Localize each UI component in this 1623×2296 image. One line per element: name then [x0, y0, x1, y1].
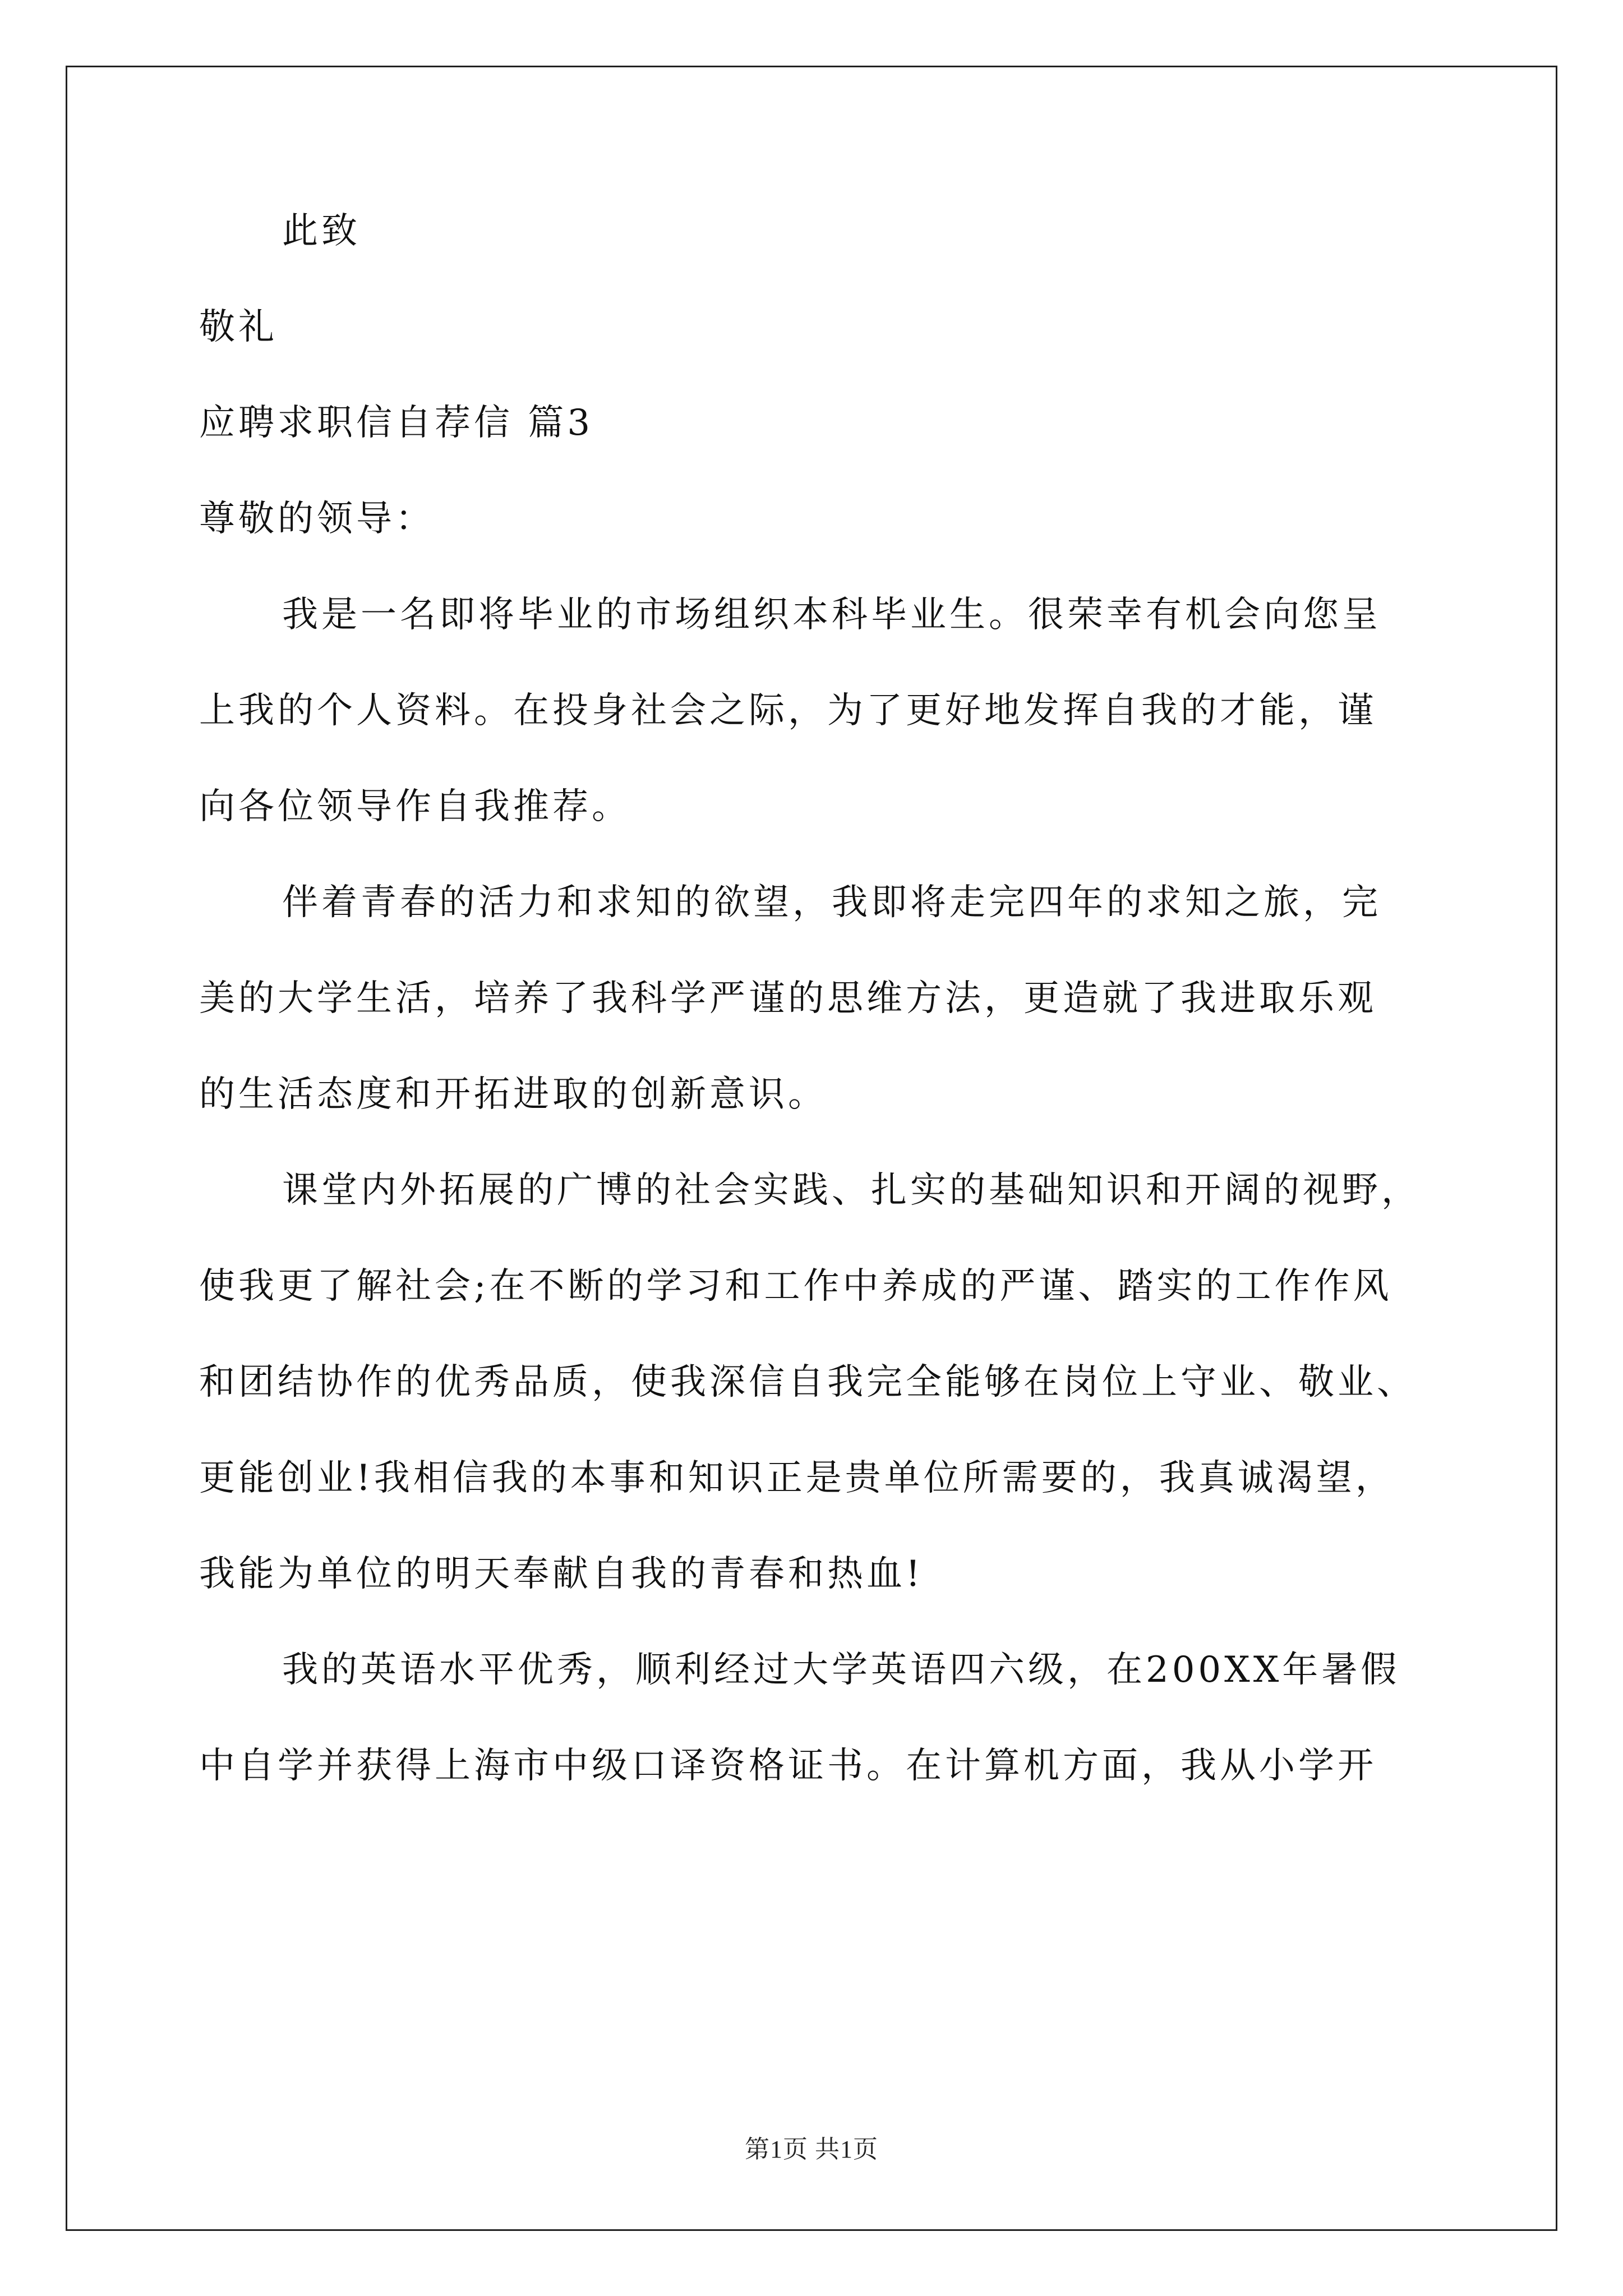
document-body [199, 210, 1472, 1844]
text-line: 敬礼 [199, 306, 278, 348]
page-number-footer: 第1页 共1页 [745, 2136, 878, 2163]
text-line: 中自学并获得上海市中级口译资格证书。在计算机方面，我从小学开 [199, 1745, 1377, 1787]
text-line: 向各位领导作自我推荐。 [199, 786, 631, 827]
text-line: 使我更了解社会;在不断的学习和工作中养成的严谨、踏实的工作作风 [199, 1266, 1393, 1307]
text-line: 我是一名即将毕业的市场组织本科毕业生。很荣幸有机会向您呈 [282, 594, 1381, 636]
text-line: 的生活态度和开拓进取的创新意识。 [199, 1074, 827, 1115]
text-line: 伴着青春的活力和求知的欲望，我即将走完四年的求知之旅，完 [282, 882, 1381, 923]
text-line: 更能创业!我相信我的本事和知识正是贵单位所需要的，我真诚渴望， [199, 1457, 1395, 1499]
text-line: 和团结协作的优秀品质，使我深信自我完全能够在岗位上守业、敬业、 [199, 1361, 1416, 1403]
text-line: 我的英语水平优秀，顺利经过大学英语四六级，在200XX年暑假 [282, 1649, 1400, 1691]
salutation: 尊敬的领导： [199, 498, 435, 540]
text-line: 我能为单位的明天奉献自我的青春和热血! [199, 1553, 924, 1595]
text-line: 课堂内外拓展的广博的社会实践、扎实的基础知识和开阔的视野， [282, 1170, 1421, 1211]
text-line: 美的大学生活，培养了我科学严谨的思维方法，更造就了我进取乐观 [199, 978, 1377, 1019]
section-heading: 应聘求职信自荐信 篇3 [199, 402, 594, 444]
text-line: 此致 [282, 210, 361, 252]
text-line: 上我的个人资料。在投身社会之际，为了更好地发挥自我的才能，谨 [199, 690, 1377, 731]
